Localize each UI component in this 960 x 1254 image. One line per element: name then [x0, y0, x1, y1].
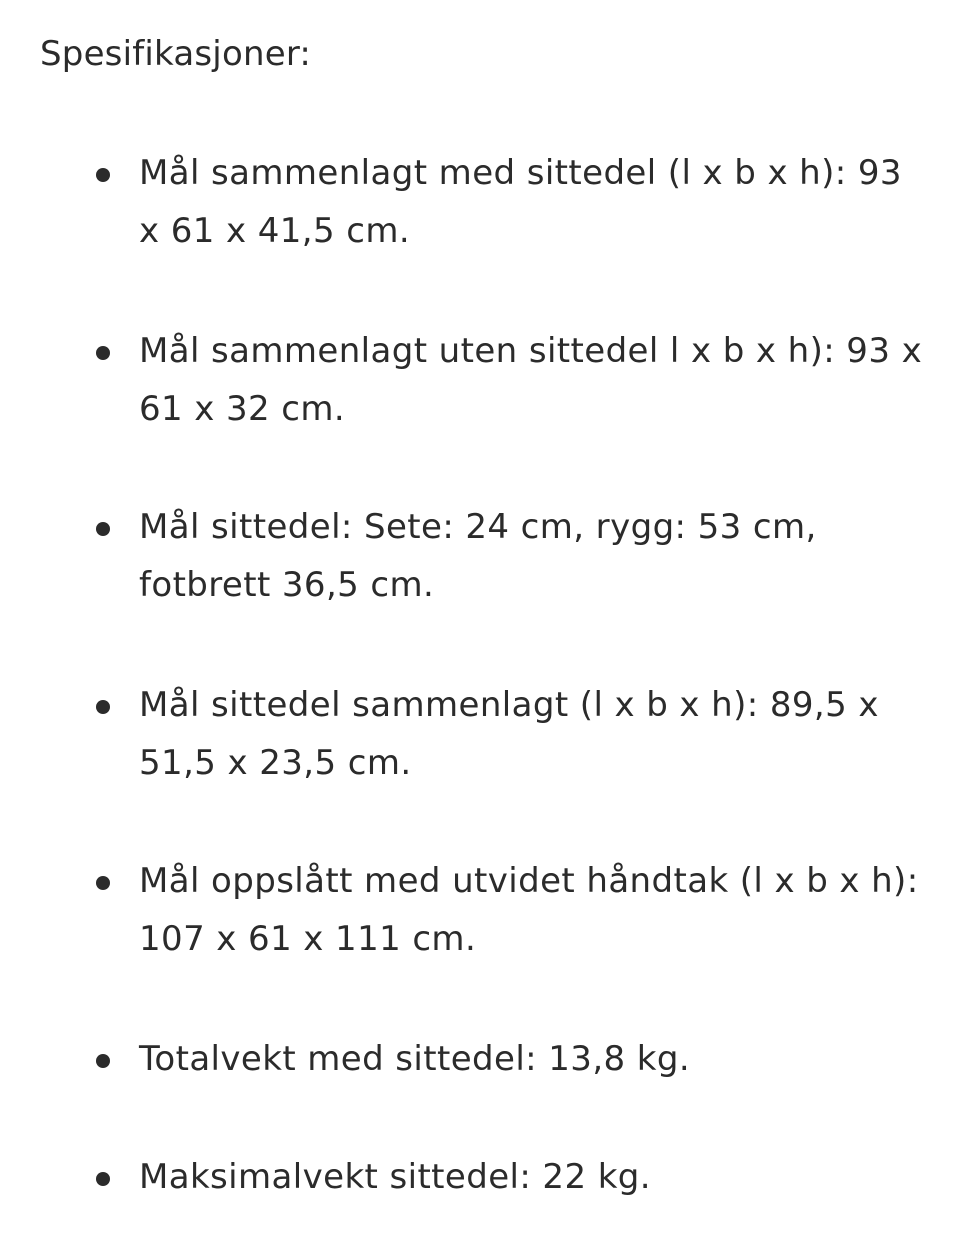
bullet-icon [96, 522, 110, 536]
spec-item [96, 1030, 926, 1088]
spec-text: Mål sittedel: Sete: 24 cm, rygg: 53 cm, fotbrett 36,5 cm. [139, 507, 817, 605]
bullet-icon [96, 1172, 110, 1186]
bullet-icon [96, 1054, 110, 1068]
spec-text: Totalvekt med sittedel: 13,8 kg. [139, 1039, 691, 1079]
spec-item [96, 852, 926, 968]
spec-item [96, 322, 926, 438]
bullet-icon [96, 168, 110, 182]
spec-item [96, 144, 926, 260]
spec-text: Mål sittedel sammenlagt (l x b x h): 89,5 x 51,5 x 23,5 cm. [139, 685, 879, 783]
bullet-icon [96, 876, 110, 890]
bullet-icon [96, 346, 110, 360]
spec-text: Mål sammenlagt med sittedel (l x b x h): 93 x 61 x 41,5 cm. [139, 153, 902, 251]
spec-text: Mål sammenlagt uten sittedel l x b x h): 93 x 61 x 32 cm. [139, 331, 923, 429]
spec-text: Maksimalvekt sittedel: 22 kg. [139, 1157, 651, 1197]
spec-text: Mål oppslått med utvidet håndtak (l x b x h): 107 x 61 x 111 cm. [139, 861, 919, 959]
spec-heading: Spesifikasjoner: [40, 34, 312, 74]
bullet-icon [96, 700, 110, 714]
spec-item [96, 676, 926, 792]
spec-item [96, 1148, 926, 1206]
spec-item [96, 498, 926, 614]
